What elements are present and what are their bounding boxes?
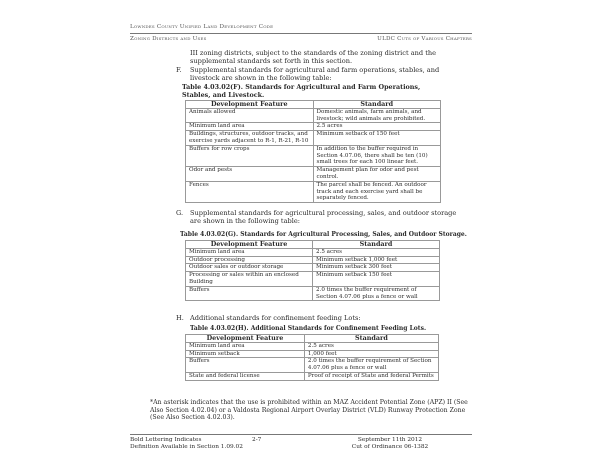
header-right: ULDC Cuts of Various Chapters <box>377 36 472 42</box>
feature-cell: Buffers <box>186 358 305 373</box>
table-row <box>186 108 441 123</box>
footer-definition-note: Definition Available in Section 1.09.02 <box>130 444 243 450</box>
footer-rule <box>130 434 472 435</box>
table-row <box>186 145 441 166</box>
section-f-label: F. <box>176 66 182 74</box>
table-h-title: Table 4.03.02(H). Additional Standards for Confinement Feeding Lots. <box>190 325 427 332</box>
footer-ordinance: Cut of Ordinance 06-1382 <box>351 444 429 450</box>
table-row <box>186 264 440 272</box>
feature-cell: Odor and pests <box>186 167 314 182</box>
table-f <box>185 100 441 203</box>
feature-cell: Outdoor sales or outdoor storage <box>186 264 313 272</box>
feature-cell: Buffers for row crops <box>186 145 314 166</box>
column-header: Standard <box>304 335 438 343</box>
section-h-label: H. <box>176 314 184 322</box>
section-g-label: G. <box>176 209 184 217</box>
column-header: Standard <box>313 101 441 109</box>
footer-date: September 11th 2012 <box>357 437 423 443</box>
column-header: Development Feature <box>186 241 313 249</box>
standard-cell: Management plan for odor and pest control. <box>313 167 441 182</box>
table-row <box>186 256 440 264</box>
standard-cell: 2.5 acres <box>313 123 441 131</box>
table-f-title: Table 4.03.02(F). Standards for Agricultural and Farm Operations, Stables, and Livestock. <box>182 83 421 99</box>
feature-cell: Minimum land area <box>186 248 313 256</box>
feature-cell: Outdoor processing <box>186 256 313 264</box>
table-header-row <box>186 335 439 343</box>
section-name: Zoning Districts and Uses <box>130 36 207 42</box>
header-rule <box>130 33 472 34</box>
section-f-text: Supplemental standards for agricultural and farm operations, stables, and livestock are shown in the following table: <box>190 66 440 82</box>
column-header: Development Feature <box>186 335 305 343</box>
standard-cell: 2.5 acres <box>304 342 438 350</box>
feature-cell: State and federal license <box>186 372 305 380</box>
table-g-title: Table 4.03.02(G). Standards for Agricultural Processing, Sales, and Outdoor Storage. <box>180 231 467 238</box>
document-title: Lowndes County Unified Land Development Code <box>130 24 274 30</box>
section-g-text: Supplemental standards for agricultural processing, sales, and outdoor storage are shown in the following table: <box>190 209 457 225</box>
standard-cell: The parcel shall be fenced. An outdoor track and each exercise yard shall be separately fenced. <box>313 181 441 202</box>
table-row <box>186 358 439 373</box>
standard-cell: Domestic animals, farm animals, and livestock; wild animals are prohibited. <box>313 108 441 123</box>
standard-cell: 2.0 times the buffer requirement of Section 4.07.06 plus a fence or wall <box>304 358 438 373</box>
feature-cell: Buffers <box>186 286 313 301</box>
standard-cell: 2.5 acres <box>313 248 440 256</box>
standard-cell: 1,000 feet <box>304 350 438 358</box>
feature-cell: Buildings, structures, outdoor tracks, and exercise yards adjacent to R-1, R-21, R-10 <box>186 131 314 146</box>
table-header-row <box>186 101 441 109</box>
table-row <box>186 248 440 256</box>
table-g <box>185 240 440 301</box>
column-header: Development Feature <box>186 101 314 109</box>
standard-cell: Minimum setback 300 feet <box>313 264 440 272</box>
feature-cell: Animals allowed <box>186 108 314 123</box>
standard-cell: 2.0 times the buffer requirement of Section 4.07.06 plus a fence or wall <box>313 286 440 301</box>
table-row <box>186 123 441 131</box>
footnote: *An asterisk indicates that the use is prohibited within an MAZ Accident Potential Zone (APZ) II (See Also Section 4.02.04) or a Valdosta Regional Airport Overlay District (VLD) Runway Protection Zone (See Also Section 4.02.03). <box>150 399 468 422</box>
section-h-text: Additional standards for confinement feeding Lots: <box>190 314 361 322</box>
table-row <box>186 286 440 301</box>
feature-cell: Fences <box>186 181 314 202</box>
table-row <box>186 181 441 202</box>
table-h <box>185 334 439 381</box>
table-row <box>186 272 440 287</box>
table-row <box>186 342 439 350</box>
footer-bold-note: Bold Lettering Indicates <box>130 437 202 443</box>
standard-cell: Minimum setback 150 feet <box>313 272 440 287</box>
standard-cell: In addition to the buffer required in Section 4.07.06, there shall be ten (10) small trees for each 100 linear feet. <box>313 145 441 166</box>
table-row <box>186 167 441 182</box>
intro-paragraph: III zoning districts, subject to the standards of the zoning district and the supplemental standards set forth in this section. <box>190 49 436 65</box>
column-header: Standard <box>313 241 440 249</box>
standard-cell: Proof of receipt of State and federal Permits <box>304 372 438 380</box>
feature-cell: Processing or sales within an enclosed Building <box>186 272 313 287</box>
standard-cell: Minimum setback of 150 feet <box>313 131 441 146</box>
table-row <box>186 350 439 358</box>
page-number: 2-7 <box>252 437 262 443</box>
feature-cell: Minimum land area <box>186 342 305 350</box>
standard-cell: Minimum setback 1,000 feet <box>313 256 440 264</box>
table-row <box>186 372 439 380</box>
feature-cell: Minimum land area <box>186 123 314 131</box>
table-header-row <box>186 241 440 249</box>
table-row <box>186 131 441 146</box>
feature-cell: Minimum setback <box>186 350 305 358</box>
